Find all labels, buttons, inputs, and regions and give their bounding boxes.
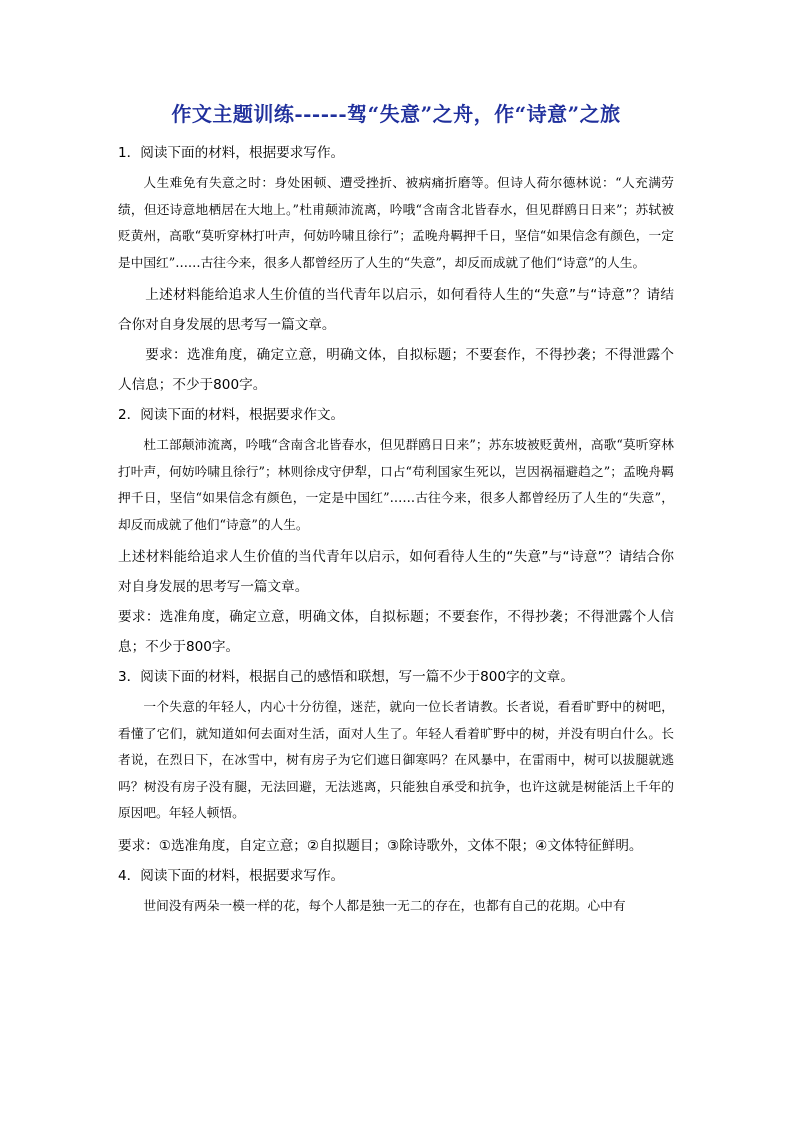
- material-4: 世间没有两朵一模一样的花，每个人都是独一无二的存在，也都有自己的花期。心中有: [143, 897, 626, 913]
- prompt-1: 上述材料能给追求人生价值的当代青年以启示，如何看待人生的“失意”与“诗意”？请结合你对自身发展的思考写一篇文章。: [118, 287, 674, 333]
- document-page: [118, 100, 674, 923]
- question-4: 4．阅读下面的材料，根据要求写作。: [118, 867, 345, 884]
- question-1: 1．阅读下面的材料，根据要求写作。: [118, 145, 345, 161]
- material-2: 杜工部颠沛流离，吟哦“含南含北皆春水，但见群鸥日日来”；苏东坡被贬黄州，高歌“莫听穿林打叶声，何妨吟啸且徐行”；林则徐戍守伊犁，口占“苟利国家生死以，岂因祸福避趋之”；孟晚舟羁押千日，坚信“如果信念有颜色，一定是中国红”……古往今来，很多人都曾经历了人生的“失意”，却反而成就了他们“诗意”的人生。: [118, 437, 674, 532]
- requirement-1: 要求：选准角度，确定立意，明确文体，自拟标题；不要套作，不得抄袭；不得泄露个人信息；不少于800字。: [118, 347, 674, 393]
- material-1: 人生难免有失意之时：身处困顿、遭受挫折、被病痛折磨等。但诗人荷尔德林说：“人充满劳绩，但还诗意地栖居在大地上。”杜甫颠沛流离，吟哦“含南含北皆春水，但见群鸥日日来”；苏轼被贬黄州，高歌“莫听穿林打叶声，何妨吟啸且徐行”；孟晚舟羁押千日，坚信“如果信念有颜色，一定是中国红”……古往今来，很多人都曾经历了人生的“失意”，却反而成就了他们“诗意”的人生。: [118, 175, 674, 270]
- requirement-3: 要求：①选准角度，自定立意；②自拟题目；③除诗歌外，文体不限；④文体特征鲜明。: [118, 837, 643, 854]
- page-title: 作文主题训练------驾“失意”之舟，作“诗意”之旅: [171, 102, 621, 126]
- prompt-2: 上述材料能给追求人生价值的当代青年以启示，如何看待人生的“失意”与“诗意”？请结合你对自身发展的思考写一篇文章。: [118, 549, 674, 595]
- material-3: 一个失意的年轻人，内心十分彷徨，迷茫，就向一位长者请教。长者说，看看旷野中的树吧，看懂了它们，就知道如何去面对生活，面对人生了。年轻人看着旷野中的树，并没有明白什么。长者说，在烈日下，在冰雪中，树有房子为它们遮日御寒吗？在风暴中，在雷雨中，树可以拔腿就逃吗？树没有房子没有腿，无法回避，无法逃离，只能独自承受和抗争，也许这就是树能活上千年的原因吧。年轻人顿悟。: [118, 699, 674, 820]
- question-3: 3．阅读下面的材料，根据自己的感悟和联想，写一篇不少于800字的文章。: [118, 669, 574, 685]
- question-2: 2．阅读下面的材料，根据要求作文。: [118, 407, 345, 423]
- requirement-2: 要求：选准角度，确定立意，明确文体，自拟标题；不要套作，不得抄袭；不得泄露个人信息；不少于800字。: [118, 609, 674, 655]
